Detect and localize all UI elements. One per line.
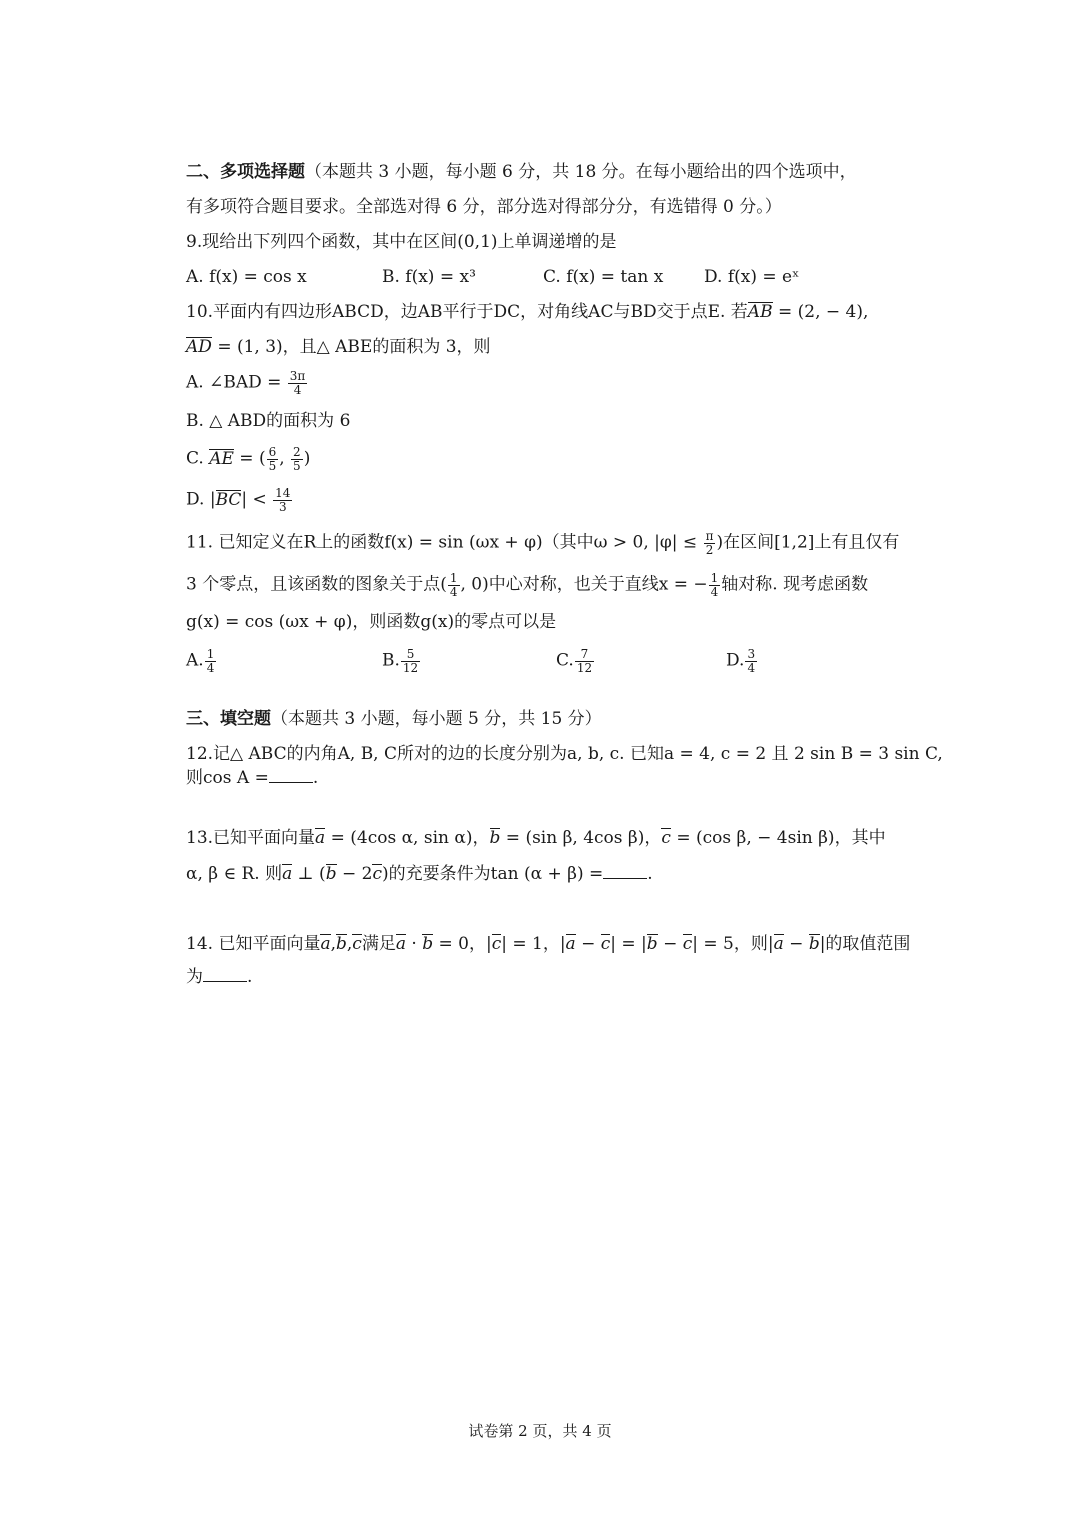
vector-c: c xyxy=(682,934,693,954)
vector-b: b xyxy=(325,864,337,884)
q12-line2: 则cos A = . xyxy=(186,768,319,788)
fraction: $\frac{2}{5}$ xyxy=(293,445,301,473)
vector-ad: AD xyxy=(186,337,212,357)
fraction: $\frac{3\pi}{4}$ xyxy=(289,369,306,397)
q10-stem-line2: AD = (1, 3)，且△ ABE的面积为 3，则 xyxy=(186,337,491,357)
q10-option-c: C. AE = ( $\frac{6}{5}$ , $\frac{2}{5}$ ) xyxy=(186,445,311,473)
fraction: $\frac{5}{12}$ xyxy=(402,647,419,675)
vector-a: a xyxy=(282,864,293,884)
q11-option-c: C. $\frac{7}{12}$ xyxy=(556,647,593,675)
q9-option-c: C. f(x) = tan x xyxy=(543,267,664,287)
q11-line3: g(x) = cos (ωx + φ)，则函数g(x)的零点可以是 xyxy=(186,612,557,632)
section3-intro: （本题共 3 小题，每小题 5 分，共 15 分） xyxy=(271,709,602,729)
section2-intro-1: （本题共 3 小题，每小题 6 分，共 18 分。在每小题给出的四个选项中， xyxy=(305,162,857,182)
vector-a: a xyxy=(395,934,406,954)
q10-option-d: D. |BC| < $\frac{14}{3}$ xyxy=(186,486,291,514)
vector-b: b xyxy=(646,934,658,954)
vector-a: a xyxy=(320,934,331,954)
section2-heading-line xyxy=(186,164,857,181)
page-footer: 试卷第 2 页，共 4 页 xyxy=(468,1422,612,1440)
q9-option-d: D. f(x) = eˣ xyxy=(704,267,800,287)
answer-blank[interactable] xyxy=(269,781,313,783)
vector-ae: AE xyxy=(209,448,234,469)
q10-option-a: A. ∠BAD = $\frac{3\pi}{4}$ xyxy=(186,369,306,397)
answer-blank[interactable] xyxy=(203,980,247,982)
q13-line1: 13.已知平面向量a = (4cos α, sin α)，b = (sin β, 4cos β)，c = (cos β, − 4sin β)，其中 xyxy=(186,828,886,848)
vector-c: c xyxy=(491,934,502,954)
section2-intro-line2: 有多项符合题目要求。全部选对得 6 分，部分选对得部分分，有选错得 0 分。） xyxy=(186,197,782,217)
q12-line1: 12.记△ ABC的内角A, B, C所对的边的长度分别为a, b, c. 已知a = 4, c = 2 且 2 sin B = 3 sin C, xyxy=(186,744,943,764)
vector-a: a xyxy=(565,934,576,954)
fraction: $\frac{1}{4}$ xyxy=(449,571,458,599)
vector-b: b xyxy=(422,934,434,954)
q11-line2: 3 个零点，且该函数的图象关于点( $\frac{1}{4}$ , 0)中心对称，也关于直线x = − $\frac{1}{4}$ 轴对称. 现考虑函数 xyxy=(186,571,869,599)
fraction: $\frac{6}{5}$ xyxy=(268,445,277,473)
vector-b: b xyxy=(489,828,501,848)
q11-option-d: D. $\frac{3}{4}$ xyxy=(726,647,756,675)
q9-option-a: A. f(x) = cos x xyxy=(186,267,307,287)
answer-blank[interactable] xyxy=(603,877,647,879)
fraction: $\frac{1}{4}$ xyxy=(206,647,215,675)
section2-heading: 二、多项选择题 xyxy=(186,162,305,182)
section3-heading-line xyxy=(186,711,602,728)
fraction: $\frac{14}{3}$ xyxy=(275,486,291,514)
fraction: $\frac{3}{4}$ xyxy=(747,647,756,675)
q9-stem: 9.现给出下列四个函数，其中在区间(0,1)上单调递增的是 xyxy=(186,232,617,252)
q11-option-a: A. $\frac{1}{4}$ xyxy=(186,647,215,675)
q13-line2: α, β ∈ R. 则a ⊥ (b − 2c)的充要条件为tan (α + β) = . xyxy=(186,864,653,884)
q14-line1: 14. 已知平面向量a,b,c满足a · b = 0，|c| = 1，|a − c| = |b − c| = 5，则|a − b|的取值范围 xyxy=(186,934,911,954)
q10-option-b: B. △ ABD的面积为 6 xyxy=(186,411,351,431)
q14-line2: 为 . xyxy=(186,967,253,987)
q9-option-b: B. f(x) = x³ xyxy=(382,267,476,287)
vector-bc: BC xyxy=(215,489,242,510)
vector-a: a xyxy=(315,828,326,848)
section3-heading: 三、填空题 xyxy=(186,709,271,729)
fraction: $\frac{7}{12}$ xyxy=(576,647,593,675)
vector-c: c xyxy=(372,864,382,884)
vector-a: a xyxy=(773,934,784,954)
q10-stem-line1: 10.平面内有四边形ABCD，边AB平行于DC，对角线AC与BD交于点E. 若AB = (2, − 4), xyxy=(186,302,869,322)
vector-b: b xyxy=(336,934,347,954)
q11-line1: 11. 已知定义在R上的函数f(x) = sin (ωx + φ)（其中ω > 0, |φ| ≤ $\frac{\pi}{2}$ )在区间[1,2]上有且仅有 xyxy=(186,529,900,557)
vector-c: c xyxy=(661,828,671,848)
q11-option-b: B. $\frac{5}{12}$ xyxy=(382,647,419,675)
vector-c: c xyxy=(600,934,611,954)
fraction: $\frac{\pi}{2}$ xyxy=(705,529,714,557)
vector-ab: AB xyxy=(747,302,773,322)
vector-c: c xyxy=(352,934,362,954)
vector-b: b xyxy=(808,934,820,954)
fraction: $\frac{1}{4}$ xyxy=(710,571,719,599)
